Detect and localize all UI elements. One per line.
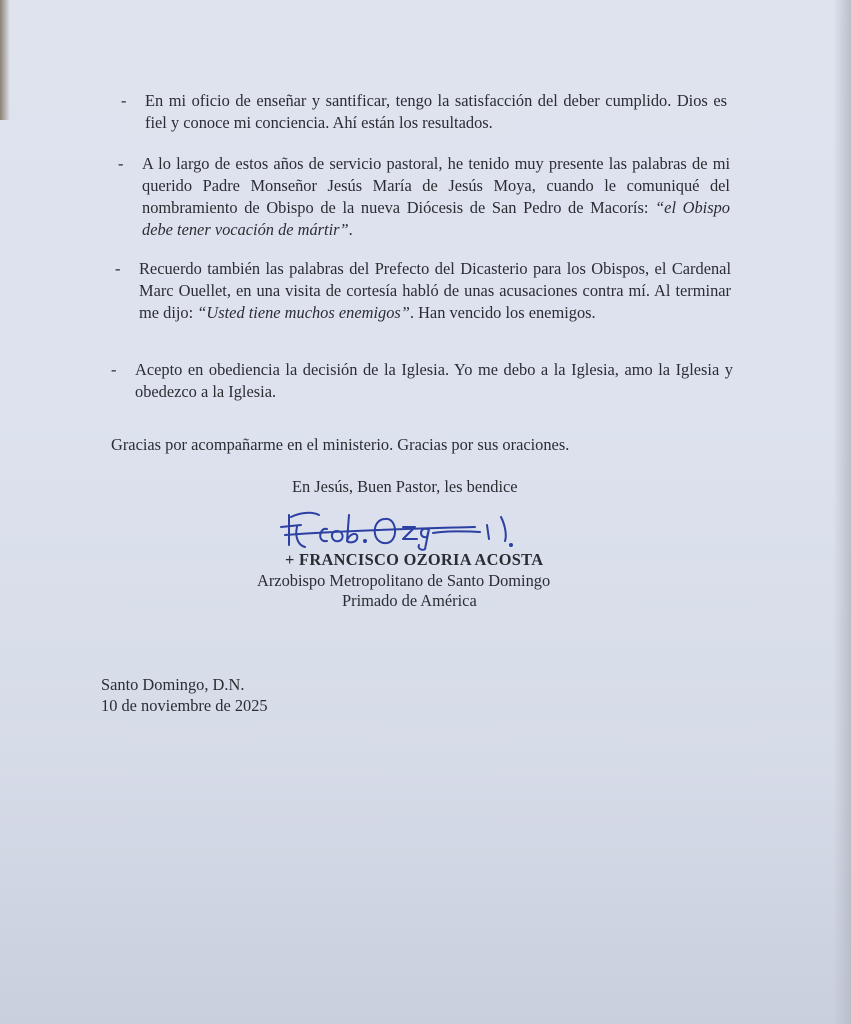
quote: “Usted tiene muchos enemigos”	[197, 303, 410, 322]
bullet-marker: -	[121, 91, 127, 110]
signer-name: + FRANCISCO OZORIA ACOSTA	[285, 550, 544, 569]
bullet-text: En mi oficio de enseñar y santificar, tengo la satisfacción del deber cumplido. Dios es fiel y conoce mi conciencia. Ahí están los resultados.	[145, 91, 727, 132]
handwritten-signature	[275, 505, 545, 551]
bullet-text: Recuerdo también las palabras del Prefecto del Dicasterio para los Obispos, el Cardenal Marc Ouellet, en una visita de cortesía habló de unas acusaciones contra mí. Al terminar me dijo: “Usted tiene muchos enemigos”. Han vencido los enemigos.	[139, 259, 731, 322]
bullet-text: Acepto en obediencia la decisión de la Iglesia. Yo me debo a la Iglesia, amo la Iglesia y obedezco a la Iglesia.	[135, 360, 733, 401]
bullet-marker: -	[115, 259, 121, 278]
bullet-marker: -	[111, 360, 117, 379]
bullet-text: A lo largo de estos años de servicio pastoral, he tenido muy presente las palabras de mi querido Padre Monseñor Jesús María de Jesús Moya, cuando le comuniqué del nombramiento de Obispo de la nueva Diócesis de San Pedro de Macorís: “el Obispo debe tener vocación de mártir”.	[142, 154, 731, 239]
letter-place: Santo Domingo, D.N.	[101, 675, 245, 694]
bullet-item	[121, 90, 727, 134]
letter-date: 10 de noviembre de 2025	[101, 696, 268, 715]
closing-blessing: En Jesús, Buen Pastor, les bendice	[292, 477, 518, 496]
bullet-item	[111, 359, 733, 403]
signer-title-secondary: Primado de América	[342, 591, 477, 610]
signer-title: Arzobispo Metropolitano de Santo Domingo	[257, 571, 551, 590]
quote: “el Obispo debe tener vocación de mártir”	[142, 198, 731, 239]
closing-thanks: Gracias por acompañarme en el ministerio. Gracias por sus oraciones.	[111, 435, 570, 454]
bullet-marker: -	[118, 154, 124, 173]
bullet-item	[118, 153, 731, 241]
bullet-item	[115, 258, 731, 324]
